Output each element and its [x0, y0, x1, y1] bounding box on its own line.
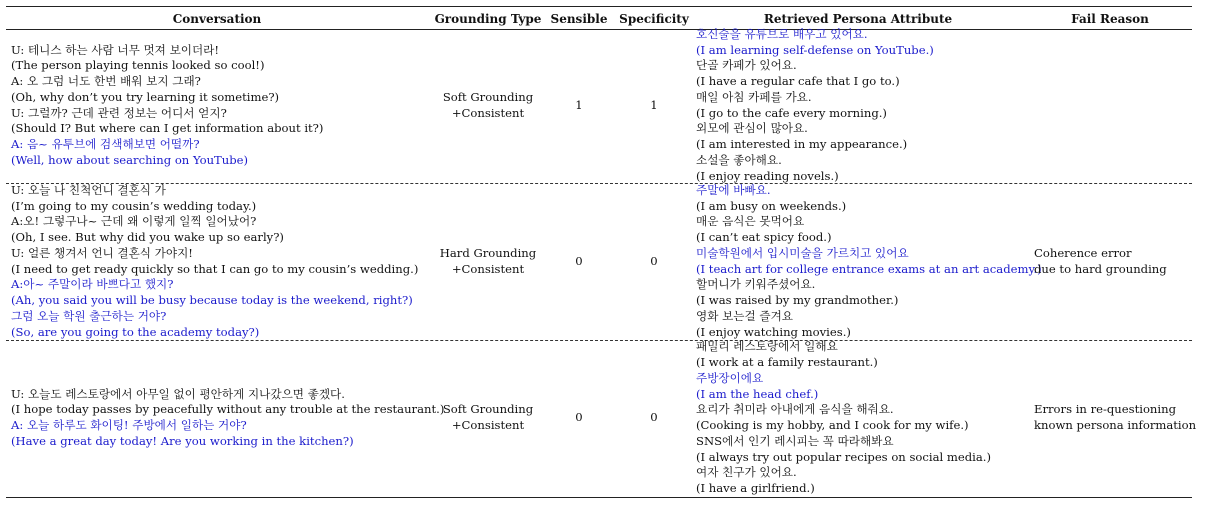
table-row: [6, 183, 1192, 340]
conversation-line: U: 얼른 챙겨서 언니 결혼식 가야지!: [11, 245, 193, 260]
persona-line: (I have a regular cafe that I go to.): [696, 74, 900, 88]
conversation-cell: [11, 340, 444, 496]
persona-line: 여자 친구가 있어요.: [696, 465, 797, 480]
specificity-cell: [613, 183, 695, 340]
sensible-value: 0: [575, 253, 583, 268]
conversation-line: (I’m going to my cousin’s wedding today.): [11, 198, 257, 213]
specificity-cell: [613, 340, 695, 496]
persona-line: (I am learning self-defense on YouTube.): [696, 42, 934, 57]
conversation-line: (I need to get ready quickly so that I can go to my cousin’s wedding.): [11, 261, 419, 276]
persona-line: 외모에 관심이 많아요.: [696, 121, 808, 136]
table-row: [6, 28, 1192, 183]
persona-line: (I was raised by my grandmother.): [696, 293, 899, 307]
header-conversation: Conversation: [172, 12, 262, 26]
grounding-type-cell: [430, 28, 546, 183]
persona-line: 할머니가 키워주셨어요.: [696, 277, 816, 292]
grounding-type-cell: [430, 183, 546, 340]
grounding-type-line: Soft Grounding: [442, 89, 534, 104]
fail-reason-line: Coherence error: [1034, 245, 1132, 260]
persona-line: 영화 보는걸 즐겨요: [696, 308, 793, 323]
conversation-line: (Oh, I see. But why did you wake up so early?): [11, 230, 284, 244]
persona-line: (I enjoy reading novels.): [696, 168, 839, 183]
conversation-line: U: 오늘도 레스토랑에서 아무일 없이 평안하게 지나갔으면 좋겠다.: [11, 386, 345, 401]
persona-line: 매일 아침 카페를 가요.: [696, 89, 812, 104]
top-rule: [6, 6, 1192, 7]
persona-line: 호신술을 유튜브로 배우고 있어요.: [696, 26, 868, 41]
conversation-line: (Have a great day today! Are you working in the kitchen?): [11, 433, 354, 448]
grounding-type-cell: [430, 340, 546, 496]
conversation-cell: [11, 28, 323, 183]
conversation-line: (So, are you going to the academy today?): [11, 324, 260, 339]
persona-line: SNS에서 인기 레시피는 꼭 따라해봐요: [696, 433, 894, 448]
persona-line: (I am busy on weekends.): [696, 198, 847, 213]
conversation-line: A: 음~ 유투브에 검색해보면 어떨까?: [11, 137, 200, 151]
sensible-cell: [549, 28, 609, 183]
persona-line: (I enjoy watching movies.): [696, 324, 851, 339]
sensible-cell: [549, 340, 609, 496]
fail-reason-cell: [1034, 183, 1167, 340]
persona-cell: [696, 28, 934, 183]
conversation-line: A: 오늘 하루도 화이팅! 주방에서 일하는 거야?: [11, 418, 247, 432]
specificity-value: 0: [650, 253, 658, 268]
persona-line: (I work at a family restaurant.): [696, 355, 878, 369]
conversation-line: (The person playing tennis looked so cool!): [11, 58, 265, 73]
persona-line: (I am the head chef.): [696, 386, 819, 401]
conversation-cell: [11, 183, 418, 340]
header-fail-reason: Fail Reason: [1071, 12, 1149, 26]
sensible-value: 1: [575, 97, 583, 112]
persona-line: (I have a girlfriend.): [696, 481, 815, 495]
persona-line: (Cooking is my hobby, and I cook for my wife.): [696, 418, 969, 432]
fail-reason-line: Errors in re-questioning: [1034, 402, 1176, 417]
specificity-value: 1: [650, 97, 658, 112]
persona-line: (I am interested in my appearance.): [696, 137, 908, 151]
bottom-rule: [6, 497, 1192, 498]
persona-line: (I always try out popular recipes on social media.): [696, 449, 991, 464]
persona-line: 패밀리 레스토랑에서 일해요: [696, 339, 838, 354]
grounding-type-line: +Consistent: [451, 105, 525, 120]
conversation-line: (Ah, you said you will be busy because today is the weekend, right?): [11, 293, 413, 307]
header-persona-attribute: Retrieved Persona Attribute: [763, 12, 953, 26]
conversation-line: A:오! 그렇구나~ 근데 왜 이렇게 일찍 일어났어?: [11, 214, 257, 229]
specificity-value: 0: [650, 410, 658, 425]
conversation-line: A:아~ 주말이라 바쁘다고 했지?: [11, 277, 174, 292]
persona-line: (I teach art for college entrance exams at an art academy.): [696, 261, 1042, 276]
table-row: [6, 339, 1197, 496]
header-grounding-type: Grounding Type: [434, 12, 542, 26]
persona-line: 소설을 좋아해요.: [696, 152, 782, 167]
persona-line: (I go to the cafe every morning.): [696, 105, 887, 120]
persona-line: 단골 카페가 있어요.: [696, 58, 797, 73]
conversation-line: A: 오 그럼 너도 한번 배워 보지 그래?: [11, 74, 201, 88]
grounding-type-line: +Consistent: [451, 418, 525, 432]
conversation-line: (I hope today passes by peacefully without any trouble at the restaurant.): [11, 402, 445, 417]
conversation-line: U: 그럴까? 근데 관련 정보는 어디서 얻지?: [11, 105, 227, 120]
persona-line: 주방장이에요: [696, 370, 764, 385]
persona-line: 매운 음식은 못먹어요: [696, 214, 805, 229]
sensible-value: 0: [575, 410, 583, 425]
persona-line: 요리가 취미라 아내에게 음식을 해줘요.: [696, 402, 894, 417]
conversation-line: (Should I? But where can I get information about it?): [11, 121, 324, 136]
header-specificity: Specificity: [619, 12, 689, 26]
grounding-type-line: Soft Grounding: [442, 402, 534, 417]
conversation-line: (Oh, why don’t you try learning it sometime?): [11, 89, 280, 104]
persona-cell: [696, 183, 1042, 340]
fail-reason-line: due to hard grounding: [1034, 261, 1167, 276]
grounding-type-line: +Consistent: [451, 261, 525, 276]
persona-line: 미술학원에서 입시미술을 가르치고 있어요: [696, 245, 909, 260]
fail-reason-cell: [1034, 340, 1196, 496]
fail-reason-line: known persona information: [1034, 418, 1197, 432]
sensible-cell: [549, 183, 609, 340]
grounding-type-line: Hard Grounding: [439, 245, 537, 260]
conversation-line: 그럼 오늘 학원 출근하는 거야?: [11, 308, 167, 323]
persona-line: (I can’t eat spicy food.): [696, 230, 832, 244]
header-sensible: Sensible: [550, 12, 608, 26]
conversation-line: (Well, how about searching on YouTube): [11, 152, 249, 167]
specificity-cell: [613, 28, 695, 183]
conversation-line: U: 테니스 하는 사람 너무 멋져 보이더라!: [11, 42, 220, 57]
conversation-line: U: 오늘 나 친척언니 결혼식 가: [11, 182, 166, 197]
persona-cell: [696, 340, 991, 496]
persona-line: 주말에 바빠요.: [696, 182, 771, 197]
